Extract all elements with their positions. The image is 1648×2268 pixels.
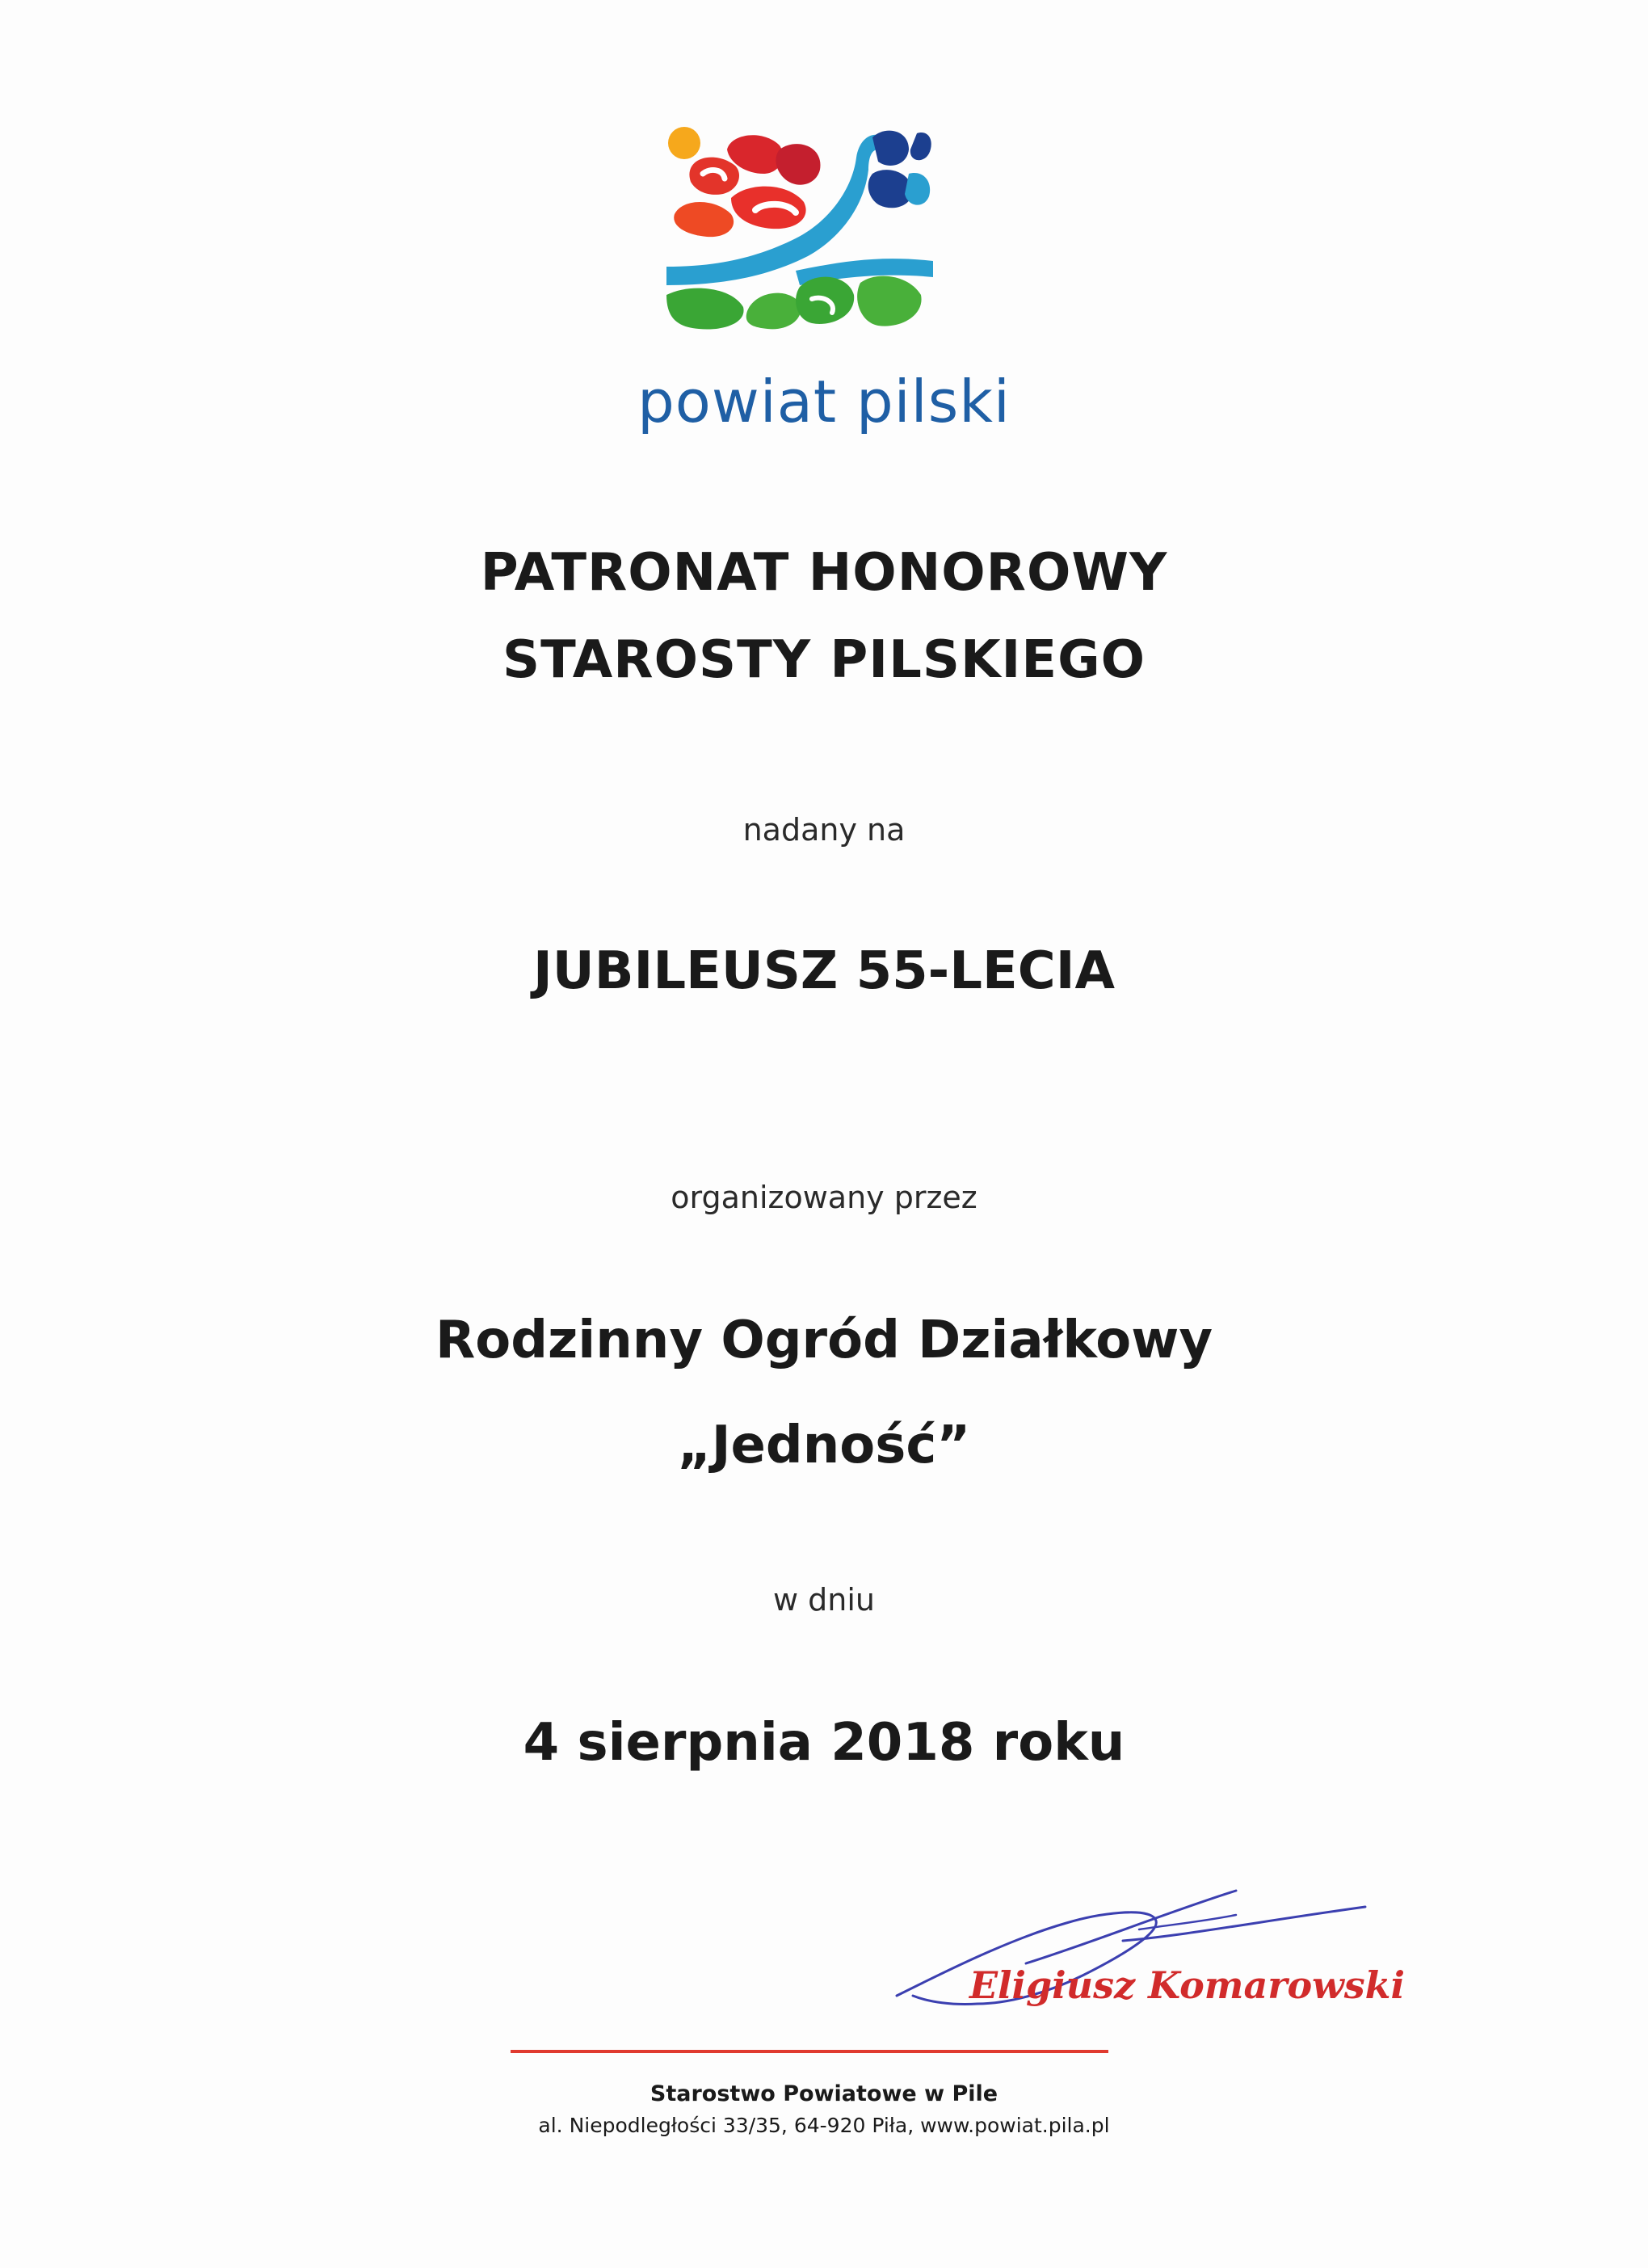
certificate-title-line2: STAROSTY PILSKIEGO: [502, 630, 1146, 690]
footer-divider: [511, 2050, 1108, 2053]
on-day-label: w dniu: [772, 1582, 875, 1618]
certificate-title-line1: PATRONAT HONOROWY: [480, 543, 1168, 603]
logo-blue-leaf: [905, 173, 930, 205]
logo-red-petal: [776, 144, 820, 185]
granted-for-label: nadany na: [742, 812, 906, 848]
logo-sun-dot: [668, 127, 700, 159]
logo-green-leaf: [666, 288, 744, 330]
organizer-name-line2: „Jedność”: [677, 1416, 971, 1475]
footer-address: al. Niepodległości 33/35, 64-920 Piła, www.powiat.pila.pl: [538, 2114, 1110, 2137]
powiat-pilski-logo-emblem: [666, 125, 933, 335]
signer-name: Eligiusz Komarowski: [969, 1963, 1406, 2007]
logo-green-leaf: [857, 276, 921, 326]
logo-green-leaf: [746, 293, 801, 330]
footer-office-name: Starostwo Powiatowe w Pile: [650, 2081, 998, 2106]
event-name: JUBILEUSZ 55-LECIA: [532, 941, 1116, 1001]
logo-wordmark: powiat pilski: [637, 368, 1011, 436]
logo-navy-leaf: [872, 131, 909, 166]
organizer-name-line1: Rodzinny Ogród Działkowy: [435, 1311, 1213, 1370]
logo-red-petal: [689, 158, 739, 195]
logo-navy-leaf: [910, 133, 931, 160]
event-date: 4 sierpnia 2018 roku: [523, 1713, 1125, 1773]
organized-by-label: organizowany przez: [671, 1180, 977, 1215]
logo-red-petal: [674, 202, 734, 237]
